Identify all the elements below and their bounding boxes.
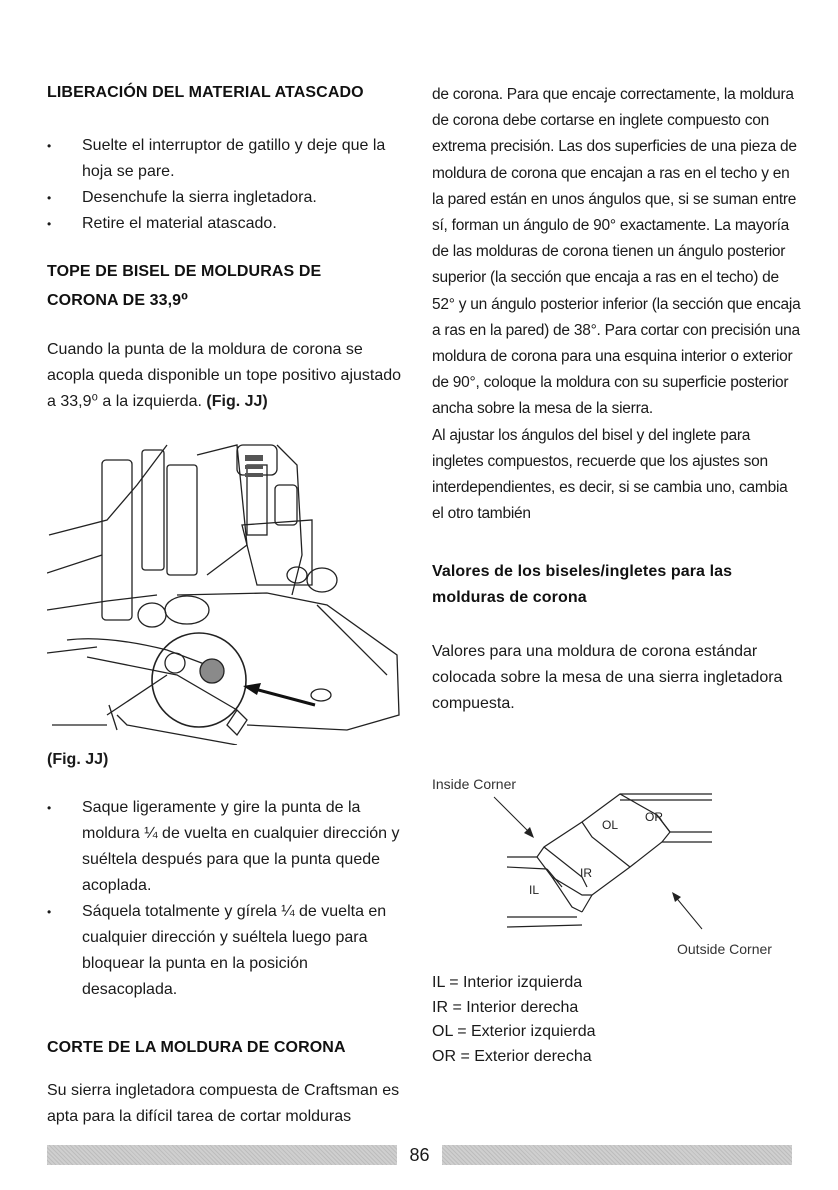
list-item: • Saque ligeramente y gire la punta de la moldura ¼ de vuelta en cualquier dirección y suéltela después para que la punta quede acoplada. xyxy=(47,795,407,899)
list-item: • Desenchufe la sierra ingletadora. xyxy=(47,185,407,211)
list-item: • Suelte el interruptor de gatillo y deje que la hoja se pare. xyxy=(47,133,407,185)
heading-line: CORONA DE 33,9⁰ xyxy=(47,292,189,309)
crown-stop-paragraph xyxy=(47,337,407,415)
figure-caption: (Fig. JJ) xyxy=(47,751,109,768)
right-column xyxy=(432,82,802,1069)
legend-item: OL = Exterior izquierda xyxy=(432,1023,596,1041)
inside-corner-label: Inside Corner xyxy=(432,777,517,793)
crown-molding-paragraph: de corona. Para que encaje correctamente, la moldura de corona debe cortarse en inglete compuesto con extrema precisión. Las dos superficies de una pieza de moldura de corona que encajan a ras en el techo y en la pared están en unos ángulos que, si se suman entre sí, forman un ángulo de 90° exactamente. La mayoría de las molduras de corona tienen un ángulo posterior superior (la sección que encaja a ras en el techo) de 52° y un ángulo posterior inferior (la sección que encaja a ras en la pared) de 38°. Para cortar con precisión una moldura de corona para una esquina interior o exterior de 90°, coloque la moldura con su superficie posterior ancha sobre la mesa de la sierra. xyxy=(432,86,801,418)
interdependent-settings-paragraph: Al ajustar los ángulos del bisel y del inglete para ingletes compuestos, recuerde que los ajustes son interdependientes, es decir, si se cambia uno, cambia el otro también xyxy=(432,426,788,523)
crown-corner-diagram xyxy=(432,777,802,957)
footer-bar-right xyxy=(442,1145,792,1165)
legend-item: IL = Interior izquierda xyxy=(432,974,583,992)
page-number: 86 xyxy=(409,1145,430,1165)
cutting-crown-paragraph: Su sierra ingletadora compuesta de Craftsman es apta para la difícil tarea de cortar molduras xyxy=(47,1082,400,1125)
section-heading-crown-bevel-stop xyxy=(47,257,407,315)
standard-crown-paragraph: Valores para una moldura de corona estándar colocada sobre la mesa de una sierra ingletadora compuesta. xyxy=(432,643,783,713)
paragraph-text: Cuando la punta de la moldura de corona se acopla queda disponible un tope positivo ajustado a 33,9⁰ a la izquierda. xyxy=(47,341,402,410)
diagram-label: IR xyxy=(580,866,592,881)
legend-item: OR = Exterior derecha xyxy=(432,1047,592,1065)
list-item: • Sáquela totalmente y gírela ¼ de vuelta en cualquier dirección y suéltela luego para bloquear la punta en la posición desacoplada. xyxy=(47,899,407,1003)
section-heading-cutting-crown: CORTE DE LA MOLDURA DE CORONA xyxy=(47,1039,346,1056)
diagram-label: IL xyxy=(529,883,540,898)
bevel-miter-values-heading: Valores de los biseles/ingletes para las molduras de corona xyxy=(432,563,733,607)
left-column xyxy=(47,78,407,1130)
page-footer xyxy=(47,1143,792,1167)
diagram-label: OL xyxy=(602,818,619,833)
heading-line: TOPE DE BISEL DE MOLDURAS DE xyxy=(47,263,322,280)
bullet-list-jammed xyxy=(47,133,407,237)
section-heading-jammed-material: LIBERACIÓN DEL MATERIAL ATASCADO xyxy=(47,84,364,101)
outside-corner-label: Outside Corner xyxy=(677,941,772,958)
fig-jj-illustration xyxy=(47,425,409,745)
footer-bar-left xyxy=(47,1145,397,1165)
legend-item: IR = Interior derecha xyxy=(432,998,579,1016)
list-item: • Retire el material atascado. xyxy=(47,211,407,237)
corner-legend xyxy=(432,971,802,1069)
diagram-label: OR xyxy=(645,810,663,825)
bullet-list-crown-tip xyxy=(47,795,407,1003)
figure-reference: (Fig. JJ) xyxy=(206,393,268,410)
